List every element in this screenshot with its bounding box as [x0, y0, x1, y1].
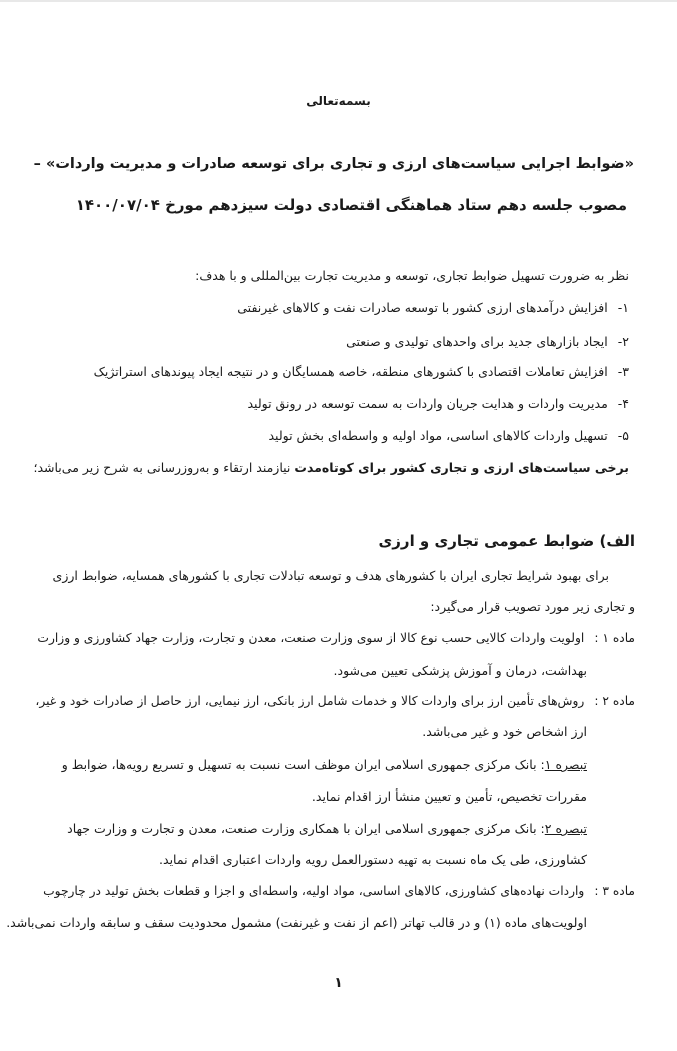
note-label: تبصره ۲	[544, 821, 587, 836]
article-3-line-1	[43, 884, 635, 898]
note-text: : بانک مرکزی جمهوری اسلامی ایران موظف است نسبت به تسهیل و تسریع رویه‌ها، ضوابط و	[61, 757, 545, 772]
section-a-intro-line-2: و تجاری زیر مورد تصویب قرار می‌گیرد:	[430, 599, 635, 614]
goal-number: ۱-	[617, 300, 629, 315]
goal-number: ۳-	[617, 364, 629, 379]
intro-paragraph: نظر به ضرورت تسهیل ضوابط تجاری، توسعه و مدیریت تجارت بین‌المللی و با هدف:	[195, 268, 629, 283]
goal-text: ایجاد بازارهای جدید برای واحدهای تولیدی و صنعتی	[346, 334, 608, 349]
goal-text: مدیریت واردات و هدایت جریان واردات به سمت توسعه در رونق تولید	[247, 396, 608, 411]
goal-text: افزایش تعاملات اقتصادی با کشورهای منطقه، خاصه همسایگان و در نتیجه ایجاد پیوندهای استراتژیک	[93, 364, 608, 379]
article-3-line-2: اولویت‌های ماده (۱) و در قالب تهاتر (اعم از نفت و غیرنفت) مشمول محدودیت سقف و سابقه واردات نمی‌باشد.	[6, 915, 587, 930]
note-text: : بانک مرکزی جمهوری اسلامی ایران با همکاری وزارت صنعت، معدن و تجارت و وزارت جهاد	[67, 821, 545, 836]
note-label: تبصره ۱	[544, 757, 587, 772]
document-title-line-1: «ضوابط اجرایی سیاست‌های ارزی و تجاری برای توسعه صادرات و مدیریت واردات» –	[33, 156, 634, 172]
summary-rest-text: نیازمند ارتقاء و به‌روزرسانی به شرح زیر می‌باشد؛	[33, 460, 295, 475]
article-label: ماده ۲ :	[594, 694, 635, 708]
summary-bold-text: برخی سیاست‌های ارزی و تجاری کشور برای کوتاه‌مدت	[294, 460, 629, 475]
note-1-line-2: مقررات تخصیص، تأمین و تعیین منشأ ارز اقدام نماید.	[311, 789, 587, 804]
goal-item-1	[237, 300, 629, 315]
article-label: ماده ۱ :	[594, 631, 635, 645]
article-2-line-1	[35, 694, 635, 708]
article-1-line-2: بهداشت، درمان و آموزش پزشکی تعیین می‌شود.	[333, 663, 587, 678]
article-text: اولویت واردات کالایی حسب نوع کالا از سوی وزارت صنعت، معدن و تجارت، وزارت جهاد کشاورزی و وزارت	[37, 631, 585, 645]
goal-number: ۲-	[617, 334, 629, 349]
article-text: روش‌های تأمین ارز برای واردات کالا و خدمات شامل ارز بانکی، ارز نیمایی، ارز حاصل از صادرات خود و غیر،	[35, 694, 585, 708]
article-1-line-1	[37, 631, 635, 645]
goal-text: افزایش درآمدهای ارزی کشور با توسعه صادرات نفت و کالاهای غیرنفتی	[237, 300, 608, 315]
invocation-heading: بسمه‌تعالی	[306, 94, 371, 108]
article-2-line-2: ارز اشخاص خود و غیر می‌باشد.	[422, 724, 587, 739]
article-text: واردات نهاده‌های کشاورزی، کالاهای اساسی، مواد اولیه، واسطه‌ای و اجزا و قطعات بخش تولید در چارچوب	[43, 884, 585, 898]
note-1-line-1	[62, 757, 587, 772]
section-a-intro-line-1: برای بهبود شرایط تجاری ایران با کشورهای هدف و توسعه تبادلات تجاری با کشورهای همسایه، ضوابط ارزی	[52, 568, 609, 583]
goal-number: ۴-	[617, 396, 629, 411]
goal-item-3	[94, 364, 629, 379]
article-label: ماده ۳ :	[594, 884, 635, 898]
document-title-line-2: مصوب جلسه دهم ستاد هماهنگی اقتصادی دولت سیزدهم مورخ ۱۴۰۰/۰۷/۰۴	[75, 196, 627, 214]
goal-item-2	[346, 334, 629, 349]
section-a-heading: الف) ضوابط عمومی تجاری و ارزی	[378, 532, 635, 550]
goal-item-4	[248, 396, 630, 411]
goal-number: ۵-	[617, 428, 629, 443]
goal-item-5	[268, 428, 629, 443]
top-border	[0, 0, 677, 2]
note-2-line-2: کشاورزی، طی یک ماه نسبت به تهیه دستورالعمل رویه واردات اعتباری اقدام نماید.	[159, 852, 587, 867]
summary-paragraph	[33, 460, 629, 475]
page-number: ۱	[334, 975, 343, 991]
goal-text: تسهیل واردات کالاهای اساسی، مواد اولیه و واسطه‌ای بخش تولید	[268, 428, 608, 443]
note-2-line-1	[67, 821, 587, 836]
